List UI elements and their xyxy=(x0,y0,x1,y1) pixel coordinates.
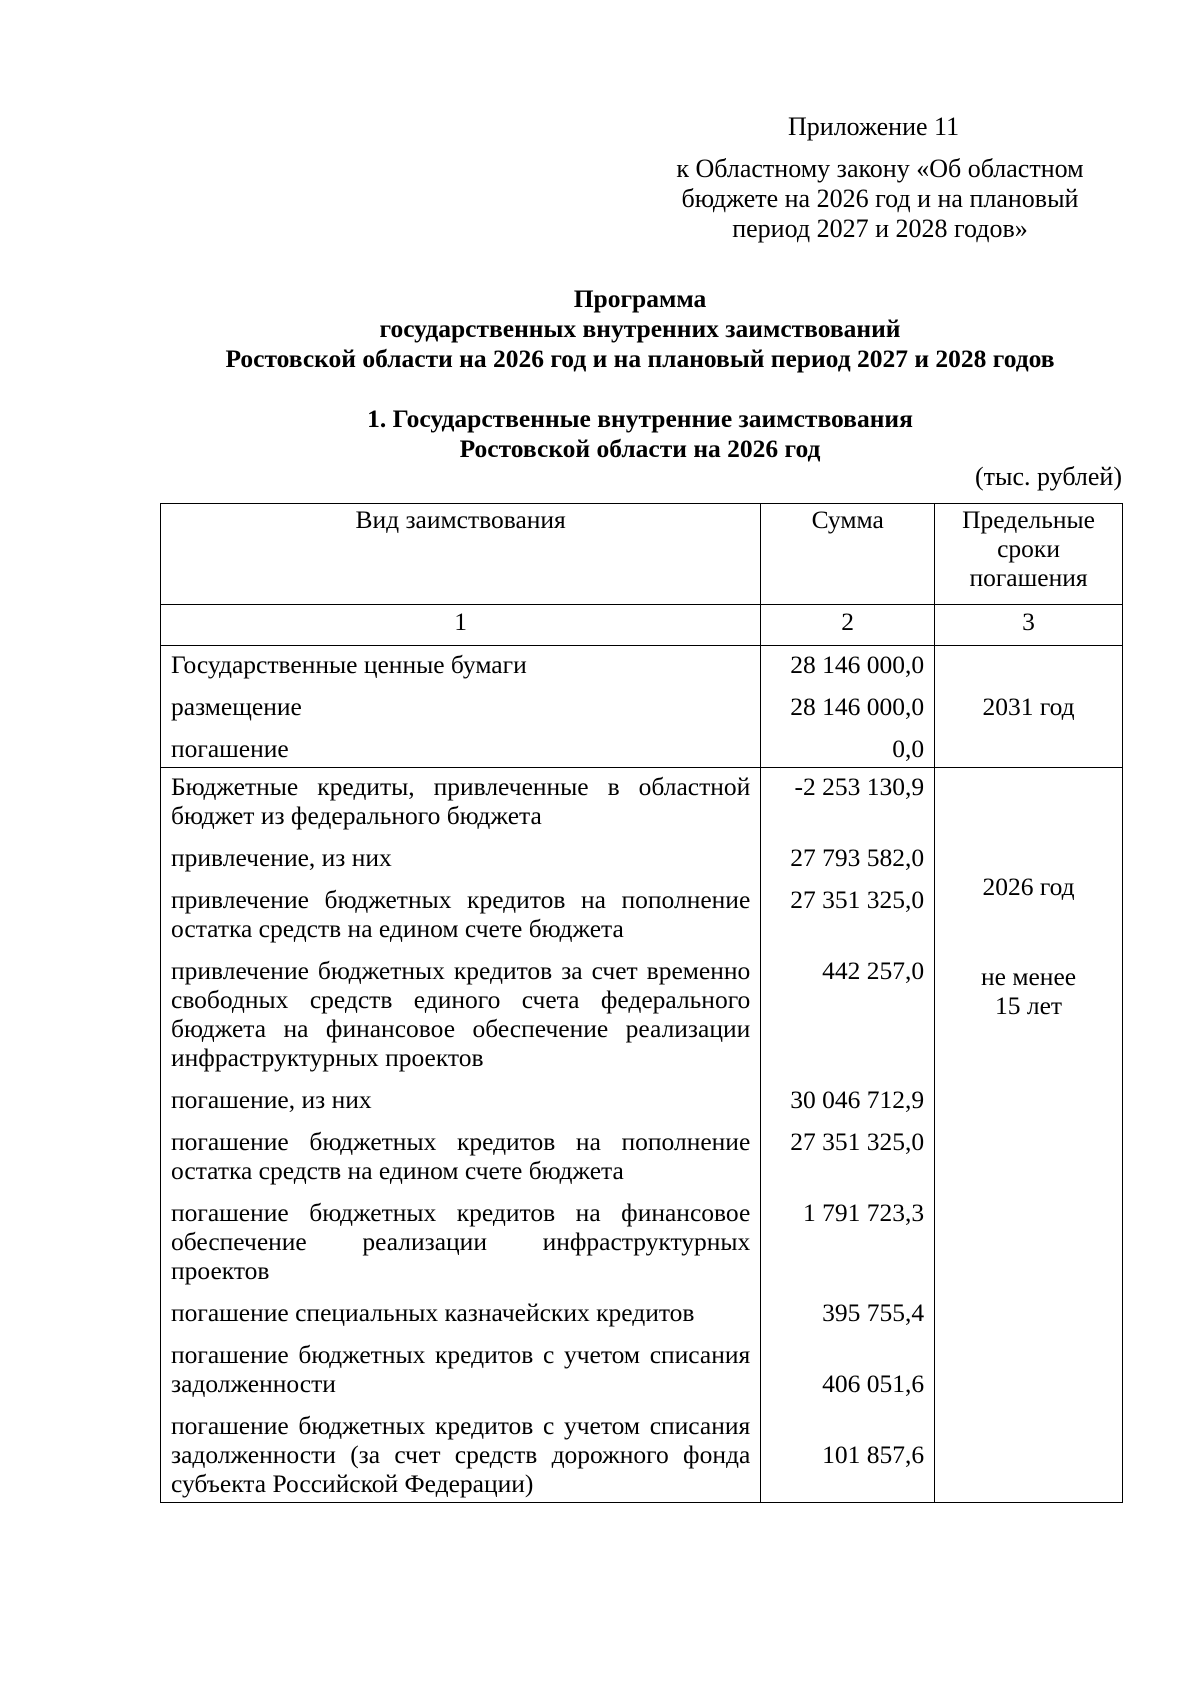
appendix-label: Приложение 11 xyxy=(788,112,960,141)
row-sum: 30 046 712,9 xyxy=(790,1085,925,1114)
header-term-line: Предельные xyxy=(962,505,1095,534)
row-sum: 27 351 325,0 xyxy=(790,885,925,914)
row-label: Бюджетные кредиты, привлеченные в областной бюджет из федерального бюджета xyxy=(171,772,751,830)
column-number: 1 xyxy=(161,605,761,646)
row-label: размещение xyxy=(171,692,302,721)
row-label: погашение бюджетных кредитов с учетом списания задолженности xyxy=(171,1340,751,1398)
header-sum: Сумма xyxy=(761,504,935,605)
row-sum: 1 791 723,3 xyxy=(802,1198,925,1227)
borrowing-table xyxy=(160,503,1123,1503)
securities-term xyxy=(935,646,1123,768)
row-label: погашение бюджетных кредитов с учетом списания задолженности (за счет средств дорожного фонда субъекта Российской Федерации) xyxy=(171,1411,751,1498)
appendix-reference xyxy=(660,154,1100,244)
securities-labels xyxy=(161,646,761,768)
units-label: (тыс. рублей) xyxy=(974,462,1122,491)
appendix-reference-line: период 2027 и 2028 годов» xyxy=(732,214,1028,243)
row-sum: -2 253 130,9 xyxy=(794,772,925,801)
program-title xyxy=(150,284,1130,374)
row-sum: 28 146 000,0 xyxy=(790,650,925,679)
appendix-block xyxy=(660,112,1100,244)
row-label: Государственные ценные бумаги xyxy=(171,650,527,679)
row-sum: 101 857,6 xyxy=(822,1440,925,1469)
row-sum: 442 257,0 xyxy=(822,956,925,985)
header-term-line: сроки xyxy=(997,534,1060,563)
row-label: погашение бюджетных кредитов на пополнение остатка средств на едином счете бюджета xyxy=(171,1127,751,1185)
column-number: 3 xyxy=(935,605,1123,646)
column-number: 2 xyxy=(761,605,935,646)
row-label: привлечение бюджетных кредитов за счет временно свободных средств единого счета федерального бюджета на финансовое обеспечение реализации инфраструктурных проектов xyxy=(171,956,751,1072)
term-value: 2031 год xyxy=(982,692,1075,721)
header-type: Вид заимствования xyxy=(161,504,761,605)
program-title-line: Ростовской области на 2026 год и на плановый период 2027 и 2028 годов xyxy=(225,344,1055,373)
row-label: привлечение, из них xyxy=(171,843,392,872)
table-row-credits xyxy=(161,768,1123,1503)
securities-sums xyxy=(761,646,935,768)
term-value: 2026 год xyxy=(982,872,1075,901)
credits-term xyxy=(935,768,1123,1503)
column-number-row xyxy=(161,605,1123,646)
header-term-line: погашения xyxy=(969,563,1088,592)
row-label: погашение бюджетных кредитов на финансовое обеспечение реализации инфраструктурных проектов xyxy=(171,1198,751,1285)
credits-sums xyxy=(761,768,935,1503)
row-sum: 27 793 582,0 xyxy=(790,843,925,872)
section-title-line: 1. Государственные внутренние заимствования xyxy=(367,404,913,433)
term-value: не менее xyxy=(981,962,1077,991)
program-title-line: государственных внутренних заимствований xyxy=(379,314,901,343)
table-header-row xyxy=(161,504,1123,605)
row-sum: 27 351 325,0 xyxy=(790,1127,925,1156)
program-title-line: Программа xyxy=(573,284,707,313)
row-sum: 395 755,4 xyxy=(822,1298,925,1327)
table-row-securities xyxy=(161,646,1123,768)
section-title xyxy=(150,404,1130,464)
term-value: 15 лет xyxy=(995,991,1063,1020)
section-title-line: Ростовской области на 2026 год xyxy=(459,434,821,463)
row-label: погашение xyxy=(171,734,289,763)
row-label: погашение специальных казначейских кредитов xyxy=(171,1298,695,1327)
row-sum: 28 146 000,0 xyxy=(790,692,925,721)
credits-labels xyxy=(161,768,761,1503)
appendix-reference-line: к Областному закону «Об областном xyxy=(676,154,1084,183)
appendix-reference-line: бюджете на 2026 год и на плановый xyxy=(681,184,1079,213)
row-sum: 0,0 xyxy=(892,734,925,763)
row-label: погашение, из них xyxy=(171,1085,372,1114)
row-label: привлечение бюджетных кредитов на пополнение остатка средств на едином счете бюджета xyxy=(171,885,751,943)
row-sum: 406 051,6 xyxy=(822,1369,925,1398)
header-term xyxy=(935,504,1123,605)
